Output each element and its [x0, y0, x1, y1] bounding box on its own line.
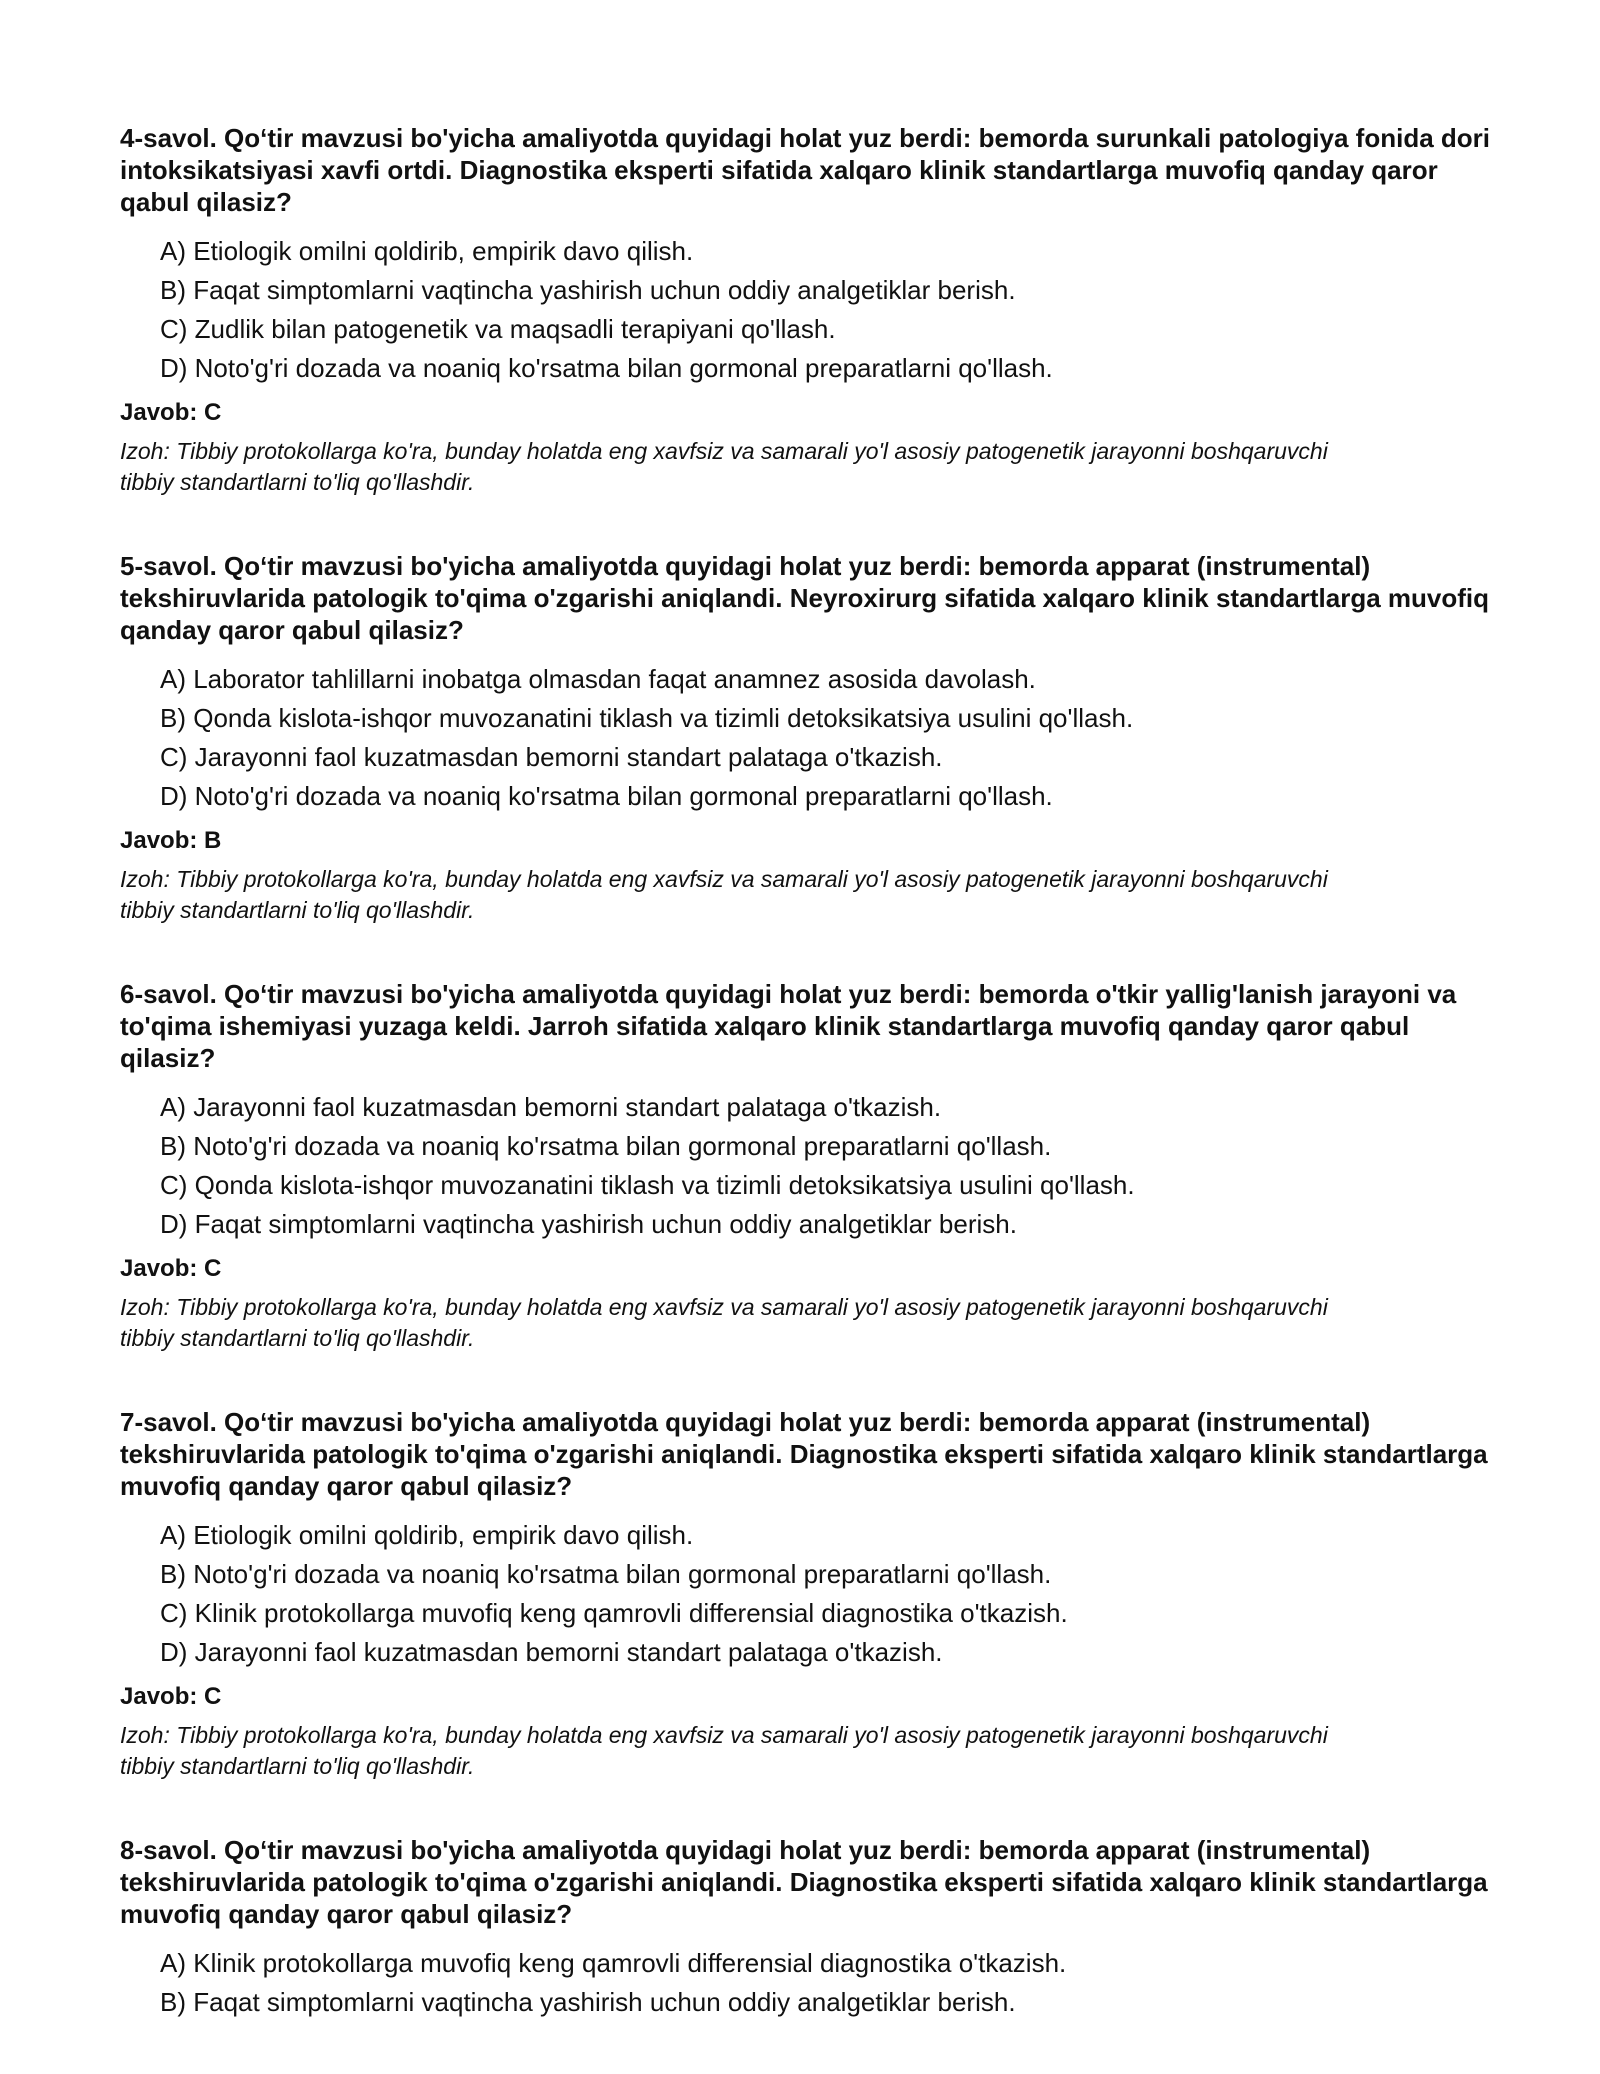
option-c: C) Jarayonni faol kuzatmasdan bemorni standart palataga o'tkazish.: [160, 742, 943, 772]
option-list: [120, 1944, 1500, 2022]
option-b: B) Qonda kislota-ishqor muvozanatini tiklash va tizimli detoksikatsiya usulini qo'llash.: [160, 703, 1134, 733]
option-b: B) Faqat simptomlarni vaqtincha yashirish uchun oddiy analgetiklar berish.: [160, 275, 1016, 305]
question-title: 7-savol. Qo‘tir mavzusi bo'yicha amaliyotda quyidagi holat yuz berdi: bemorda apparat (instrumental) tekshiruvlarida patologik to'qima o'zgarishi aniqlandi. Diagnostika eksperti sifatida xalqaro klinik standartlarga muvofiq qanday qaror qabul qilasiz?: [120, 1407, 1488, 1501]
option-d: D) Noto'g'ri dozada va noaniq ko'rsatma bilan gormonal preparatlarni qo'llash.: [160, 781, 1053, 811]
answer-label: Javob: C: [120, 399, 222, 426]
answer-label: Javob: C: [120, 1683, 222, 1710]
option-d: D) Noto'g'ri dozada va noaniq ko'rsatma bilan gormonal preparatlarni qo'llash.: [160, 353, 1053, 383]
question-5: [120, 550, 1500, 926]
option-list: [120, 660, 1500, 816]
question-8: [120, 1834, 1500, 2022]
explanation-note: Izoh: Tibbiy protokollarga ko'ra, bunday holatda eng xavfsiz va samarali yo'l asosiy patogenetik jarayonni boshqaruvchi tibbiy standartlarni to'liq qo'llashdir.: [120, 438, 1328, 495]
option-a: A) Laborator tahlillarni inobatga olmasdan faqat anamnez asosida davolash.: [160, 664, 1036, 694]
option-c: C) Klinik protokollarga muvofiq keng qamrovli differensial diagnostika o'tkazish.: [160, 1598, 1068, 1628]
question-title: 4-savol. Qo‘tir mavzusi bo'yicha amaliyotda quyidagi holat yuz berdi: bemorda surunkali patologiya fonida dori intoksikatsiyasi xavfi ortdi. Diagnostika eksperti sifatida xalqaro klinik standartlarga muvofiq qanday qaror qabul qilasiz?: [120, 123, 1490, 217]
option-b: B) Noto'g'ri dozada va noaniq ko'rsatma bilan gormonal preparatlarni qo'llash.: [160, 1559, 1052, 1589]
option-a: A) Etiologik omilni qoldirib, empirik davo qilish.: [160, 1520, 694, 1550]
answer-label: Javob: C: [120, 1255, 222, 1282]
question-title: 5-savol. Qo‘tir mavzusi bo'yicha amaliyotda quyidagi holat yuz berdi: bemorda apparat (instrumental) tekshiruvlarida patologik to'qima o'zgarishi aniqlandi. Neyroxirurg sifatida xalqaro klinik standartlarga muvofiq qanday qaror qabul qilasiz?: [120, 551, 1490, 645]
answer-label: Javob: B: [120, 827, 222, 854]
option-b: B) Noto'g'ri dozada va noaniq ko'rsatma bilan gormonal preparatlarni qo'llash.: [160, 1131, 1052, 1161]
question-4: [120, 122, 1500, 498]
option-list: [120, 1516, 1500, 1672]
option-c: C) Zudlik bilan patogenetik va maqsadli terapiyani qo'llash.: [160, 314, 836, 344]
option-a: A) Etiologik omilni qoldirib, empirik davo qilish.: [160, 236, 694, 266]
question-title: 6-savol. Qo‘tir mavzusi bo'yicha amaliyotda quyidagi holat yuz berdi: bemorda o'tkir yallig'lanish jarayoni va to'qima ishemiyasi yuzaga keldi. Jarroh sifatida xalqaro klinik standartlarga muvofiq qanday qaror qabul qilasiz?: [120, 979, 1457, 1073]
explanation-note: Izoh: Tibbiy protokollarga ko'ra, bunday holatda eng xavfsiz va samarali yo'l asosiy patogenetik jarayonni boshqaruvchi tibbiy standartlarni to'liq qo'llashdir.: [120, 1722, 1328, 1779]
option-list: [120, 1088, 1500, 1244]
option-b: B) Faqat simptomlarni vaqtincha yashirish uchun oddiy analgetiklar berish.: [160, 1987, 1016, 2017]
question-title: 8-savol. Qo‘tir mavzusi bo'yicha amaliyotda quyidagi holat yuz berdi: bemorda apparat (instrumental) tekshiruvlarida patologik to'qima o'zgarishi aniqlandi. Diagnostika eksperti sifatida xalqaro klinik standartlarga muvofiq qanday qaror qabul qilasiz?: [120, 1835, 1488, 1929]
explanation-note: Izoh: Tibbiy protokollarga ko'ra, bunday holatda eng xavfsiz va samarali yo'l asosiy patogenetik jarayonni boshqaruvchi tibbiy standartlarni to'liq qo'llashdir.: [120, 1294, 1328, 1351]
option-a: A) Klinik protokollarga muvofiq keng qamrovli differensial diagnostika o'tkazish.: [160, 1948, 1067, 1978]
option-d: D) Jarayonni faol kuzatmasdan bemorni standart palataga o'tkazish.: [160, 1637, 943, 1667]
document-page: [120, 122, 1500, 2074]
option-list: [120, 232, 1500, 388]
question-6: [120, 978, 1500, 1354]
option-c: C) Qonda kislota-ishqor muvozanatini tiklash va tizimli detoksikatsiya usulini qo'llash.: [160, 1170, 1135, 1200]
option-d: D) Faqat simptomlarni vaqtincha yashirish uchun oddiy analgetiklar berish.: [160, 1209, 1017, 1239]
option-a: A) Jarayonni faol kuzatmasdan bemorni standart palataga o'tkazish.: [160, 1092, 942, 1122]
question-7: [120, 1406, 1500, 1782]
explanation-note: Izoh: Tibbiy protokollarga ko'ra, bunday holatda eng xavfsiz va samarali yo'l asosiy patogenetik jarayonni boshqaruvchi tibbiy standartlarni to'liq qo'llashdir.: [120, 866, 1328, 923]
